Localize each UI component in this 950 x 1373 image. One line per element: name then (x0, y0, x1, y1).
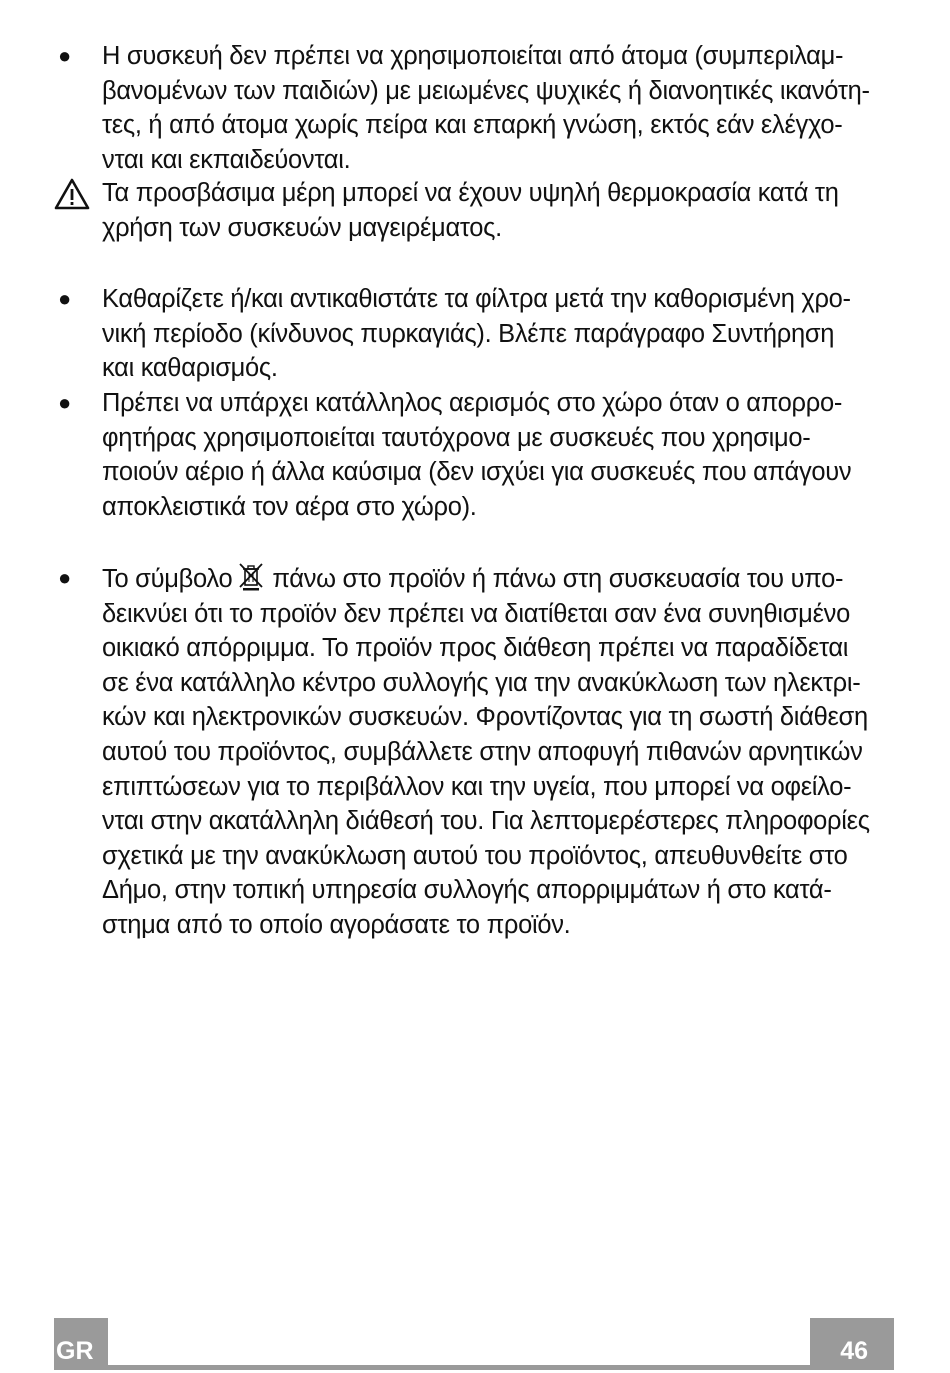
footer-page-tab (810, 1318, 894, 1370)
text-line: ποιούν αέριο ή άλλα καύσιμα (δεν ισχύει για συσκευές που απάγουν (102, 458, 852, 487)
bullet-item-1 (58, 39, 882, 177)
footer-language: GR (56, 1337, 94, 1365)
bullet: ● (58, 286, 71, 311)
text-line: δεικνύει ότι το προϊόν δεν πρέπει να διατίθεται σαν ένα συνηθισμένο (102, 599, 850, 628)
text-line: σχετικά με την ανακύκλωση αυτού του προϊόντος, απευθυνθείτε στο (102, 841, 848, 870)
text-line: οικιακό απόρριμμα. Το προϊόν προς διάθεση πρέπει να παραδίδεται (102, 634, 849, 663)
bullet-item-3 (58, 386, 882, 524)
text-line: αυτού του προϊόντος, συμβάλλετε στην αποφυγή πιθανών αρνητικών (102, 737, 863, 766)
bullet: ● (58, 565, 71, 590)
bullet: ● (58, 390, 71, 415)
text-line: κών και ηλεκτρονικών συσκευών. Φροντίζοντας για τη σωστή διάθεση (102, 703, 868, 732)
footer-language-tab (54, 1318, 108, 1370)
warning-triangle-icon (54, 178, 90, 210)
text-line: σε ένα κατάλληλο κέντρο συλλογής για την ανακύκλωση των ηλεκτρι- (102, 668, 861, 697)
warning-item (102, 176, 882, 245)
text-after-icon: πάνω στο προϊόν ή πάνω στη συσκευασία του υπο- (272, 565, 844, 593)
text-line: στημα από το οποίο αγοράσατε το προϊόν. (102, 910, 571, 939)
text-line: Καθαρίζετε ή/και αντικαθιστάτε τα φίλτρα μετά την καθορισμένη χρο- (102, 285, 851, 313)
page-number: 46 (840, 1337, 868, 1365)
text-line: και καθαρισμός. (102, 354, 278, 383)
text-line: νται και εκπαιδεύονται. (102, 145, 351, 174)
text-line: νται στην ακατάλληλη διάθεσή του. Για λεπτομερέστερες πληροφορίες (102, 807, 870, 836)
text-line: βανομένων των παιδιών) με μειωμένες ψυχικές ή διανοητικές ικανότη- (102, 76, 870, 105)
text-line: τες, ή από άτομα χωρίς πείρα και επαρκή γνώση, εκτός εάν ελέγχο- (102, 111, 843, 140)
bullet: ● (58, 43, 71, 68)
text-line: φητήρας χρησιμοποιείται ταυτόχρονα με συσκευές που χρησιμο- (102, 423, 811, 452)
text-line: Πρέπει να υπάρχει κατάλληλος αερισμός στο χώρο όταν ο απορρο- (102, 389, 843, 417)
crossed-bin-icon (236, 561, 266, 591)
bullet-item-4 (58, 561, 882, 943)
text-line: Δήμο, στην τοπική υπηρεσία συλλογής απορριμμάτων ή στο κατά- (102, 876, 832, 905)
text-line: Τα προσβάσιμα μέρη μπορεί να έχουν υψηλή θερμοκρασία κατά τη (102, 179, 839, 207)
text-before-icon: Το σύμβολο (102, 565, 233, 593)
text-line: Η συσκευή δεν πρέπει να χρησιμοποιείται από άτομα (συμπεριλαμ- (102, 42, 844, 70)
text-line-first (102, 561, 882, 597)
text-line: νική περίοδο (κίνδυνος πυρκαγιάς). Βλέπε παράγραφο Συντήρηση (102, 319, 835, 348)
footer-rule (108, 1365, 810, 1370)
text-line: αποκλειστικά τον αέρα στο χώρο). (102, 492, 477, 521)
bullet-item-2 (58, 282, 882, 386)
text-line: χρήση των συσκευών μαγειρέματος. (102, 213, 502, 242)
text-line: επιπτώσεων για το περιβάλλον και την υγεία, που μπορεί να οφείλο- (102, 772, 852, 801)
